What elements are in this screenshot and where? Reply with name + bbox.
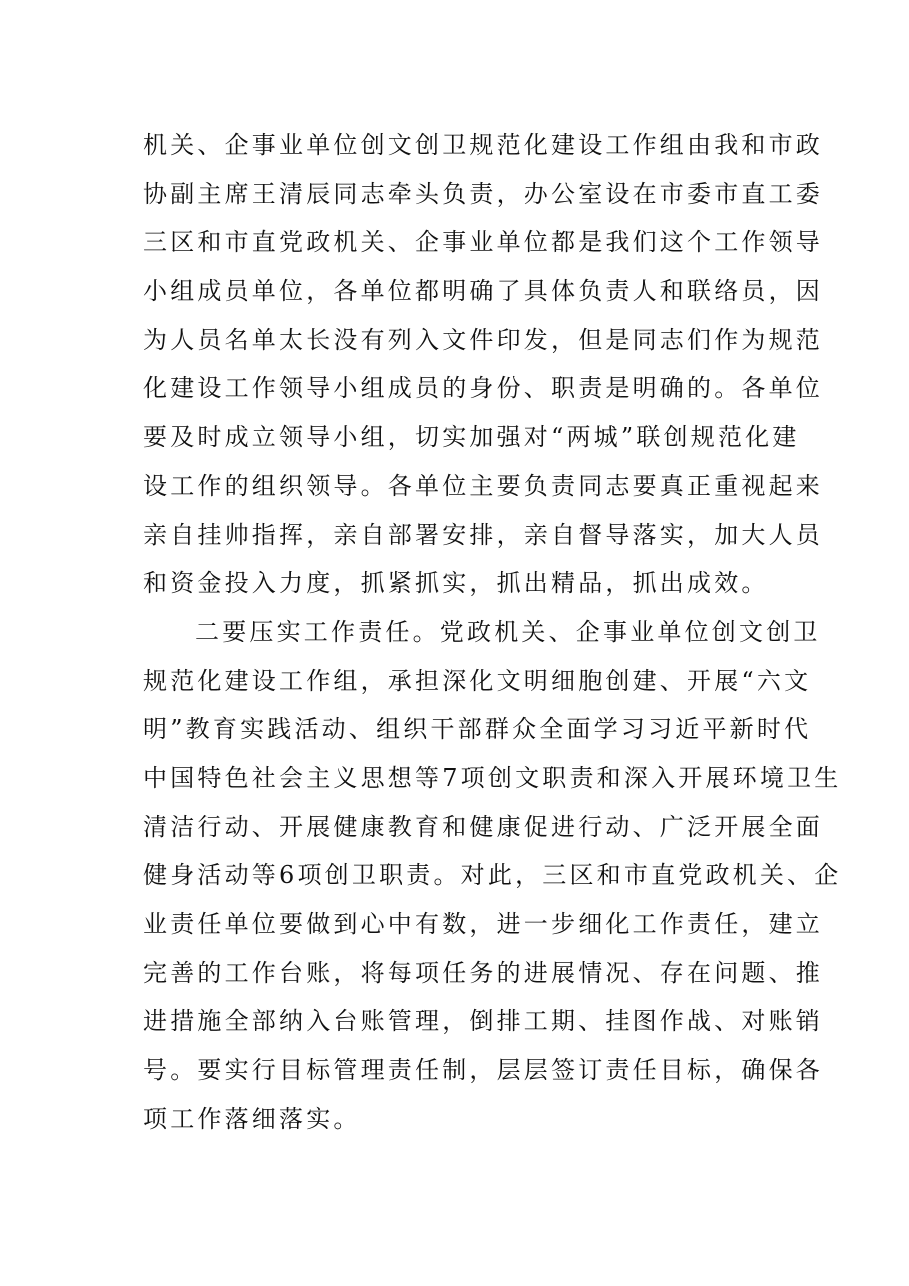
text-line: 三区和市直党政机关、企事业单位都是我们这个工作领导	[143, 228, 823, 257]
text-line: 化建设工作领导小组成员的身份、职责是明确的。各单位	[143, 374, 823, 403]
text-line: 和资金投入力度，抓紧抓实，抓出精品，抓出成效。	[143, 569, 769, 598]
text-line: 小组成员单位，各单位都明确了具体负责人和联络员，因	[143, 277, 823, 306]
text-line: 为人员名单太长没有列入文件印发，但是同志们作为规范	[143, 325, 823, 354]
text-line: 要及时成立领导小组，切实加强对“两城”联创规范化建	[143, 423, 800, 452]
text-line: 协副主席王清辰同志牵头负责，办公室设在市委市直工委	[143, 179, 823, 208]
text-line: 健身活动等6项创卫职责。对此，三区和市直党政机关、企	[143, 861, 842, 890]
text-line: 机关、企事业单位创文创卫规范化建设工作组由我和市政	[143, 131, 823, 159]
body-text	[143, 121, 842, 1143]
text-line: 业责任单位要做到心中有数，进一步细化工作责任，建立	[143, 910, 823, 938]
text-line: 项工作落细落实。	[143, 1104, 361, 1133]
paragraph-start-line: 二要压实工作责任。党政机关、企事业单位创文创卫	[195, 617, 821, 646]
text-line: 清洁行动、开展健康教育和健康促进行动、广泛开展全面	[143, 812, 823, 841]
text-line: 完善的工作台账，将每项任务的进展情况、存在问题、推	[143, 958, 823, 987]
text-line: 规范化建设工作组，承担深化文明细胞创建、开展“六文	[143, 666, 812, 695]
text-line: 号。要实行目标管理责任制，层层签订责任目标，确保各	[143, 1056, 823, 1085]
text-line: 中国特色社会主义思想等7项创文职责和深入开展环境卫生	[143, 763, 842, 792]
text-line: 明”教育实践活动、组织干部群众全面学习习近平新时代	[143, 715, 812, 744]
text-line: 亲自挂帅指挥，亲自部署安排，亲自督导落实，加大人员	[143, 520, 823, 549]
text-line: 进措施全部纳入台账管理，倒排工期、挂图作战、对账销	[143, 1007, 823, 1036]
text-line: 设工作的组织领导。各单位主要负责同志要真正重视起来	[143, 471, 823, 500]
